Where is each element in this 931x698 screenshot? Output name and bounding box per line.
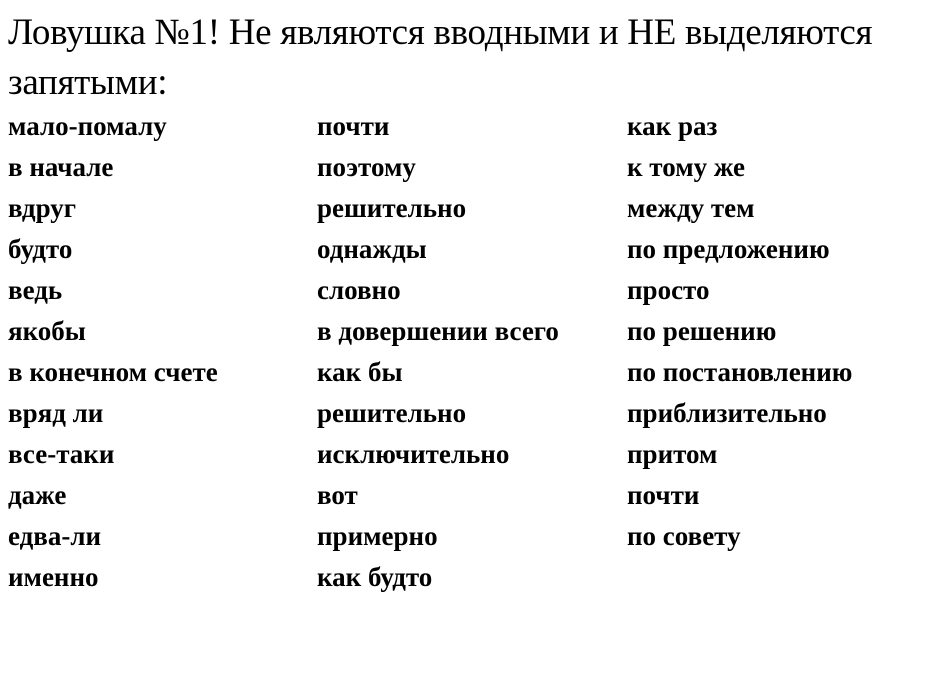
word-column-2 — [317, 106, 559, 598]
list-item: словно — [317, 275, 401, 305]
list-item: вряд ли — [8, 398, 104, 428]
list-item: все-таки — [8, 439, 115, 469]
list-item: решительно — [317, 193, 467, 223]
list-item: по совету — [627, 521, 741, 551]
list-item: примерно — [317, 521, 438, 551]
list-item: по решению — [627, 316, 777, 346]
slide-title: Ловушка №1! Не являются вводными и НЕ выделяются запятыми: — [8, 12, 873, 103]
list-item: однажды — [317, 234, 427, 264]
list-item: почти — [317, 111, 390, 141]
list-item: между тем — [627, 193, 755, 223]
list-item: в начале — [8, 152, 114, 182]
word-column-1 — [8, 106, 218, 598]
list-item: почти — [627, 480, 700, 510]
list-item: едва-ли — [8, 521, 102, 551]
list-item: приблизительно — [627, 398, 827, 428]
list-item: как раз — [627, 111, 718, 141]
list-item: даже — [8, 480, 67, 510]
list-item: именно — [8, 562, 99, 592]
list-item: в довершении всего — [317, 316, 559, 346]
list-item: просто — [627, 275, 710, 305]
list-item: поэтому — [317, 152, 416, 182]
list-item: как будто — [317, 562, 433, 592]
list-item: притом — [627, 439, 718, 469]
list-item: вдруг — [8, 193, 76, 223]
list-item: ведь — [8, 275, 63, 305]
list-item: будто — [8, 234, 73, 264]
list-item: якобы — [8, 316, 86, 346]
list-item: в конечном счете — [8, 357, 218, 387]
list-item: как бы — [317, 357, 403, 387]
list-item: к тому же — [627, 152, 746, 182]
list-item: вот — [317, 480, 358, 510]
list-item: по предложению — [627, 234, 830, 264]
list-item: по постановлению — [627, 357, 853, 387]
list-item: решительно — [317, 398, 467, 428]
list-item: мало-помалу — [8, 111, 167, 141]
list-item: исключительно — [317, 439, 510, 469]
word-column-3 — [627, 106, 852, 557]
